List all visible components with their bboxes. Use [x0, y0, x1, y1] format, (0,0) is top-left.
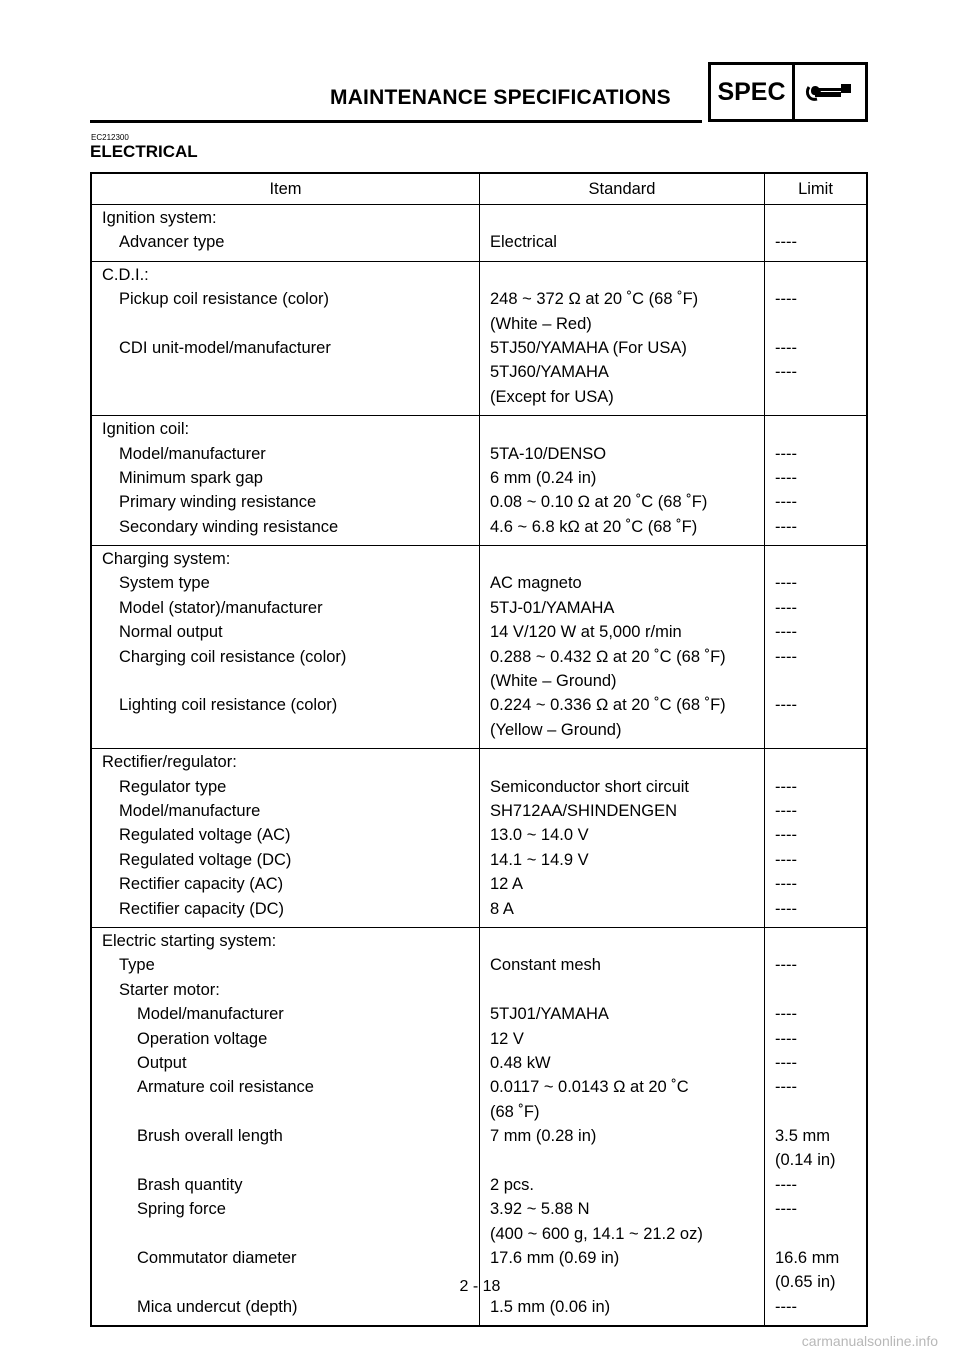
table-cell-standard: (Yellow – Ground) [490, 720, 622, 739]
item-column [92, 928, 480, 1325]
table-cell-limit: 16.6 mm [775, 1249, 840, 1268]
standard-column [480, 749, 765, 927]
table-cell-standard: 5TA-10/DENSO [490, 444, 607, 463]
table-cell-standard: 14.1 ~ 14.9 V [490, 850, 589, 869]
limit-column [765, 928, 866, 1325]
page-number: 2 - 18 [459, 1278, 501, 1295]
table-cell-standard: 17.6 mm (0.69 in) [490, 1249, 620, 1268]
table-cell-item: Starter motor: [119, 980, 220, 999]
table-cell-item: Primary winding resistance [119, 493, 317, 512]
table-cell-limit [775, 265, 866, 286]
table-cell-standard: (White – Ground) [490, 672, 617, 691]
limit-column [765, 262, 866, 415]
table-cell-item: Spring force [137, 1200, 226, 1219]
table-section [92, 262, 866, 416]
table-cell-limit [775, 549, 866, 570]
table-cell-item: Model/manufacturer [119, 444, 266, 463]
table-section [92, 205, 866, 262]
table-cell-standard: 12 A [490, 875, 524, 894]
table-cell-standard: (68 ˚F) [490, 1102, 540, 1121]
item-column [92, 205, 480, 261]
electrical-spec-table [90, 172, 868, 1327]
table-cell-standard: Constant mesh [490, 956, 601, 975]
table-cell-item: Mica undercut (depth) [137, 1297, 298, 1316]
table-cell-limit: (0.14 in) [775, 1151, 836, 1170]
table-cell-item: Operation voltage [137, 1029, 268, 1048]
table-cell-limit: ---- [775, 647, 797, 666]
table-cell-item: System type [119, 574, 210, 593]
table-cell-standard: 13.0 ~ 14.0 V [490, 826, 589, 845]
table-cell-limit: ---- [775, 875, 797, 894]
table-cell-item: Rectifier capacity (AC) [119, 875, 284, 894]
column-header-limit: Limit [798, 179, 833, 198]
table-cell-item: Electric starting system: [102, 931, 277, 950]
table-cell-item: Commutator diameter [137, 1249, 297, 1268]
table-cell-limit [775, 208, 866, 229]
limit-column [765, 205, 866, 261]
table-cell-standard: (400 ~ 600 g, 14.1 ~ 21.2 oz) [490, 1224, 703, 1243]
standard-column [480, 262, 765, 415]
table-cell-item: Rectifier capacity (DC) [119, 899, 285, 918]
table-section [92, 749, 866, 928]
table-cell-standard: 5TJ-01/YAMAHA [490, 598, 615, 617]
watermark: carmanualsonline.info [801, 1333, 938, 1349]
table-cell-item: Type [119, 956, 155, 975]
item-column [92, 546, 480, 748]
table-cell-limit: ---- [775, 363, 797, 382]
table-cell-limit: ---- [775, 517, 797, 536]
table-cell-standard [490, 931, 764, 952]
table-cell-standard: 0.0117 ~ 0.0143 Ω at 20 ˚C [490, 1078, 689, 1097]
limit-column [765, 546, 866, 748]
column-header-standard: Standard [480, 174, 765, 204]
table-cell-standard: 3.92 ~ 5.88 N [490, 1200, 590, 1219]
table-cell-standard [490, 419, 764, 440]
table-cell-item: Brash quantity [137, 1175, 243, 1194]
section-title: ELECTRICAL [90, 142, 198, 161]
table-cell-limit: ---- [775, 1297, 797, 1316]
table-cell-standard: 1.5 mm (0.06 in) [490, 1297, 611, 1316]
table-cell-standard: 7 mm (0.28 in) [490, 1127, 597, 1146]
table-cell-standard: AC magneto [490, 574, 582, 593]
item-column [92, 749, 480, 927]
table-cell-standard: (Except for USA) [490, 387, 614, 406]
table-cell-standard: 0.224 ~ 0.336 Ω at 20 ˚C (68 ˚F) [490, 696, 726, 715]
item-column [92, 262, 480, 415]
table-cell-limit: ---- [775, 444, 797, 463]
table-cell-standard: Semiconductor short circuit [490, 777, 689, 796]
table-cell-item: CDI unit-model/manufacturer [119, 338, 331, 357]
section-code: EC212300 [91, 133, 129, 142]
table-cell-limit: ---- [775, 1005, 797, 1024]
table-cell-item: Model/manufacturer [137, 1005, 284, 1024]
table-cell-item: Model (stator)/manufacturer [119, 598, 323, 617]
limit-column [765, 749, 866, 927]
table-cell-item: Advancer type [119, 233, 225, 252]
table-cell-standard [490, 549, 764, 570]
table-cell-item: Output [137, 1053, 187, 1072]
table-cell-item: C.D.I.: [102, 265, 149, 284]
table-cell-standard: 12 V [490, 1029, 524, 1048]
table-cell-limit: ---- [775, 1200, 797, 1219]
table-cell-item: Ignition coil: [102, 420, 190, 439]
spec-badge-label: SPEC [711, 65, 795, 119]
table-cell-item: Secondary winding resistance [119, 517, 339, 536]
table-cell-item: Rectifier/regulator: [102, 753, 237, 772]
table-cell-item: Pickup coil resistance (color) [119, 290, 329, 309]
table-header-row [92, 174, 866, 205]
table-cell-standard: (White – Red) [490, 314, 592, 333]
table-cell-item: Minimum spark gap [119, 468, 263, 487]
table-cell-limit: (0.65 in) [775, 1273, 836, 1292]
table-cell-limit: ---- [775, 777, 797, 796]
table-section [92, 928, 866, 1325]
table-cell-item: Model/manufacture [119, 801, 261, 820]
item-column [92, 416, 480, 545]
table-cell-limit: ---- [775, 1053, 797, 1072]
table-cell-standard: Electrical [490, 233, 557, 252]
table-cell-standard: 4.6 ~ 6.8 kΩ at 20 ˚C (68 ˚F) [490, 517, 698, 536]
table-cell-limit: ---- [775, 696, 797, 715]
table-cell-limit: ---- [775, 493, 797, 512]
header-rule [90, 120, 702, 123]
table-cell-standard: 14 V/120 W at 5,000 r/min [490, 623, 682, 642]
table-cell-limit: ---- [775, 956, 797, 975]
table-cell-standard: 0.08 ~ 0.10 Ω at 20 ˚C (68 ˚F) [490, 493, 708, 512]
table-cell-limit: ---- [775, 801, 797, 820]
spec-badge [708, 62, 868, 122]
table-cell-limit: ---- [775, 338, 797, 357]
standard-column [480, 416, 765, 545]
standard-column [480, 928, 765, 1325]
table-cell-item: Charging coil resistance (color) [119, 647, 347, 666]
standard-column [480, 546, 765, 748]
table-section [92, 546, 866, 749]
table-cell-standard: 8 A [490, 899, 514, 918]
spec-badge-icon-cell [795, 65, 865, 119]
table-cell-item: Armature coil resistance [137, 1078, 314, 1097]
table-cell-standard: 0.48 kW [490, 1053, 551, 1072]
table-cell-standard: 2 pcs. [490, 1175, 535, 1194]
table-cell-standard: 0.288 ~ 0.432 Ω at 20 ˚C (68 ˚F) [490, 647, 726, 666]
table-cell-item: Lighting coil resistance (color) [119, 696, 338, 715]
table-cell-item: Regulated voltage (AC) [119, 826, 291, 845]
table-cell-limit [775, 931, 866, 952]
table-cell-standard [490, 208, 764, 229]
table-cell-standard: 6 mm (0.24 in) [490, 468, 597, 487]
table-cell-item: Brush overall length [137, 1127, 283, 1146]
table-cell-item: Regulator type [119, 777, 227, 796]
table-cell-limit: ---- [775, 1078, 797, 1097]
table-cell-limit: ---- [775, 623, 797, 642]
table-cell-limit [775, 752, 866, 773]
table-cell-limit: 3.5 mm [775, 1127, 831, 1146]
table-cell-item: Regulated voltage (DC) [119, 850, 292, 869]
table-cell-standard: 248 ~ 372 Ω at 20 ˚C (68 ˚F) [490, 290, 699, 309]
limit-column [765, 416, 866, 545]
table-cell-standard: SH712AA/SHINDENGEN [490, 801, 678, 820]
column-header-item: Item [92, 174, 480, 204]
table-cell-limit: ---- [775, 468, 797, 487]
table-cell-standard [490, 752, 764, 773]
table-cell-standard [490, 265, 764, 286]
table-cell-limit: ---- [775, 899, 797, 918]
page-header-title: MAINTENANCE SPECIFICATIONS [330, 86, 671, 109]
table-cell-standard [490, 980, 764, 1001]
table-cell-item: Normal output [119, 623, 223, 642]
table-cell-limit: ---- [775, 574, 797, 593]
table-cell-limit: ---- [775, 598, 797, 617]
table-cell-item: Charging system: [102, 550, 231, 569]
standard-column [480, 205, 765, 261]
table-cell-limit: ---- [775, 1029, 797, 1048]
table-cell-item: Ignition system: [102, 209, 217, 227]
table-cell-standard: 5TJ01/YAMAHA [490, 1005, 609, 1024]
wrench-icon [805, 77, 855, 107]
table-cell-limit [775, 980, 866, 1001]
table-cell-limit: ---- [775, 826, 797, 845]
table-section [92, 416, 866, 546]
table-cell-limit: ---- [775, 1175, 797, 1194]
table-cell-standard: 5TJ50/YAMAHA (For USA) [490, 338, 687, 357]
table-cell-standard: 5TJ60/YAMAHA [490, 363, 609, 382]
table-cell-limit: ---- [775, 290, 797, 309]
table-cell-limit [775, 419, 866, 440]
table-cell-limit: ---- [775, 233, 797, 252]
table-cell-limit: ---- [775, 850, 797, 869]
